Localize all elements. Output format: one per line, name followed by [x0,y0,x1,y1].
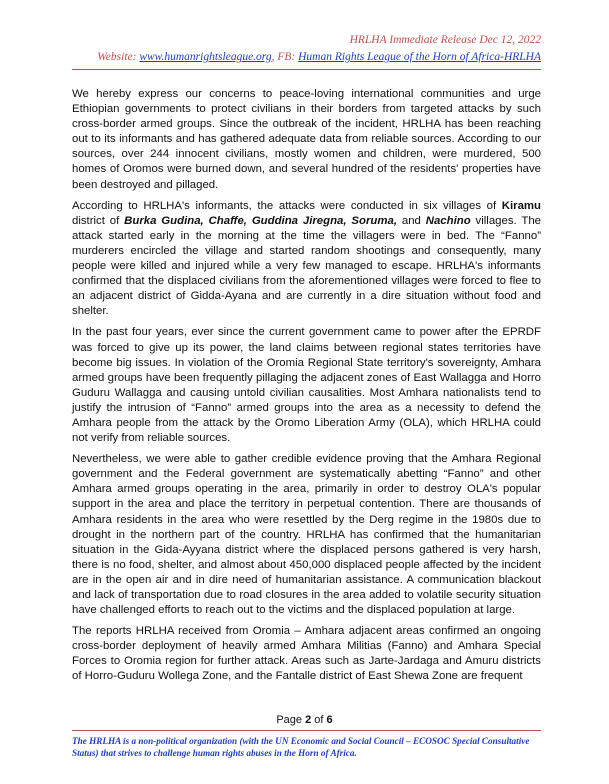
page-of: of [311,714,327,726]
page-total: 6 [326,714,333,726]
release-date: HRLHA Immediate Release Dec 12, 2022 [349,34,541,46]
nachino-village: Nachino [425,214,471,227]
paragraph-1: We hereby express our concerns to peace-loving international communities and urge Ethiopian governments to protect civilians in their borders from targeted attacks by such cross-border armed groups. Since the outbreak of the incident, HRLHA has been reaching out to its informants and has gathered adequate data from reliable sources. According to our sources, over 244 innocent civilians, mostly women and children, were murdered, 500 homes of Oromos were burned down, and several hundred of the residents' properties have been destroyed and pillaged. [72,88,541,191]
header-divider [72,69,541,70]
paragraph-2 [72,199,541,320]
header-links [72,51,541,63]
kiramu-district: Kiramu [501,199,541,212]
village-names: Burka Gudina, Chaffe, Guddina Jiregna, Soruma, [124,214,397,227]
paragraph-3: In the past four years, ever since the current government came to power after the EPRDF was forced to give up its power, the land claims between regional states territories have become big issues. In violation of the Oromia Regional State territory's sovereignty, Amhara armed groups have been frequently pillaging the adjacent zones of East Wallagga and Horro Guduru Wallagga and causing untold civilian causalities. Most Amhara nationalists tend to justify the intrusion of “Fanno” armed groups into the area as a necessity to defend the Amhara people from the attack by the Oromo Liberation Army (OLA), which HRLHA could not verify from reliable sources. [72,326,541,445]
paragraph-2-text-c: and [397,214,426,227]
footer-divider [72,730,541,731]
fb-label: , FB: [271,51,299,63]
document-body [72,87,541,691]
paragraph-2-text-b: district of [72,214,125,227]
paragraph-2-text-d: villages. The attack started early in the morning at the time the villagers were in bed. The “Fanno” murderers encircled the village and started random shootings and consequently, many people were killed and injured while a very few managed to escape. HRLHA's informants confirmed that the displaced civilians from the aforementioned villages were forced to flee to an adjacent district of Gidda-Ayana and are currently in a dire situation without food and shelter. [72,214,541,318]
page-footer: The HRLHA is a non-political organization (with the UN Economic and Social Council – ECOSOC Special Consultative Status) that strives to challenge human rights abuses in the Horn of Africa. [72,736,530,758]
page-number [0,714,609,726]
website-link[interactable]: www.humanrightsleague.org [139,51,272,63]
paragraph-5: The reports HRLHA received from Oromia – Amhara adjacent areas confirmed an ongoing cross-border deployment of heavily armed Amhara Militias (Fanno) and Amhara Special Forces to Oromia region for further attack. Areas such as Jarte-Jardaga and Amuru districts of Horro-Guduru Wollega Zone, and the Fantalle district of East Shewa Zone are frequent [72,625,541,683]
paragraph-4: Nevertheless, we were able to gather credible evidence proving that the Amhara Regional government and the Federal government are systematically abetting “Fanno” and other Amhara armed groups operating in the area, primarily in order to destroy OLA's popular support in the area and place the territory in perpetual contention. There are thousands of Amhara residents in the area who were resettled by the Derg regime in the 1980s due to drought in the northern part of the country. HRLHA has confirmed that the humanitarian situation in the Gida-Ayyana district where the displaced persons gathered is very harsh, there is no food, shelter, and almost about 450,000 displaced people affected by the incident are in the open air and in dire need of humanitarian assistance. A communication blackout and lack of transportation due to road closures in the area added to volatile security situation have challenged efforts to reach out to the victims and the displaced population at large. [72,453,541,617]
page-header [72,34,541,63]
page-label: Page [276,714,306,726]
facebook-link[interactable]: Human Rights League of the Horn of Africa-HRLHA [298,51,541,63]
website-label: Website: [97,51,140,63]
paragraph-2-text-a: According to HRLHA's informants, the attacks were conducted in six villages of [72,199,502,212]
page-current: 2 [305,714,312,726]
